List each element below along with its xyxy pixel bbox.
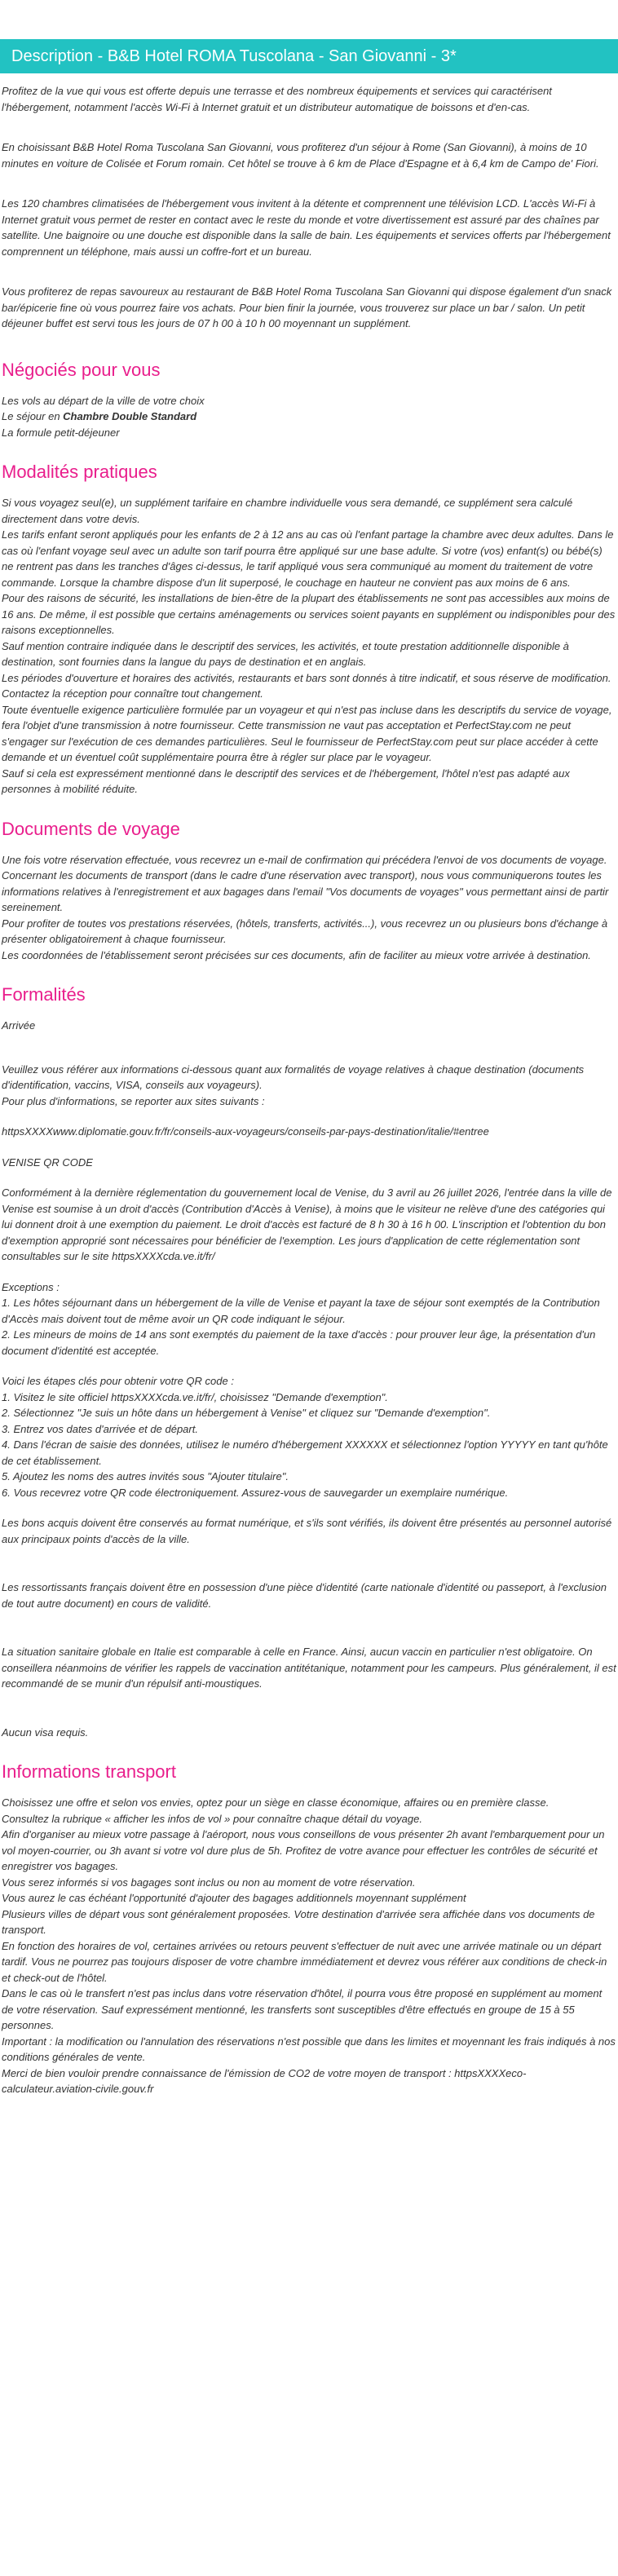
steps-line: 4. Dans l'écran de saisie des données, utilisez le numéro d'hébergement XXXXXX et sélectionnez l'option YYYYY en tant qu'hôte de cet établissement. (2, 1438, 608, 1467)
steps-line: 6. Vous recevrez votre QR code électroniquement. Assurez-vous de sauvegarder un exemplaire numérique. (2, 1486, 509, 1499)
description-paragraph: Les 120 chambres climatisées de l'hébergement vous invitent à la détente et comprennent une télévision LCD. L'accès Wi-Fi à Internet gratuit vous permet de rester en contact avec le reste du monde et votre divertissement est assuré par des chaînes par satellite. Une baignoire ou une douche est disponible dans la salle de bain. Les équipements et services offerts par l'hébergement comprennent un téléphone, mais aussi un coffre-fort et un bureau. (2, 197, 611, 258)
steps-line: 3. Entrez vos dates d'arrivée et de départ. (2, 1422, 198, 1435)
transport-heading: Informations transport (2, 1761, 176, 1782)
negocies-item: Les vols au départ de la ville de votre choix (2, 394, 205, 407)
exceptions-line: 2. Les mineurs de moins de 14 ans sont exemptés du paiement de la taxe d'accès : pour prouver leur âge, la présentation d'un document d'identité est acceptée. (2, 1328, 596, 1357)
documents-line: Une fois votre réservation effectuée, vous recevrez un e-mail de confirmation qui précédera l'envoi de vos documents de voyage. (2, 853, 607, 866)
page-title: Description - B&B Hotel ROMA Tuscolana - San Giovanni - 3* (0, 39, 618, 73)
modalites-line: Sauf mention contraire indiquée dans le descriptif des services, les activités, et toute prestation additionnelle disponible à destination, sont fournies dans la langue du pays de destination et en anglais. (2, 639, 569, 668)
exceptions-line: 1. Les hôtes séjournant dans un hébergement de la ville de Venise et payant la taxe de séjour sont exemptés de la Contribution d'Accès mais doivent tout de même avoir un QR code indiquant le séjour. (2, 1297, 600, 1325)
venise-text: Conformément à la dernière réglementation du gouvernement local de Venise, du 3 avril au 26 juillet 2026, l'entrée dans la ville de Venise est soumise à un droit d'accès (Contribution d'Accès à Venise), à moins que le visiteur ne relève d'une des catégories qui lui donnent droit à une exemption du paiement. Le droit d'accès est facturé de 8 h 30 à 16 h 00. L'inscription et l'obtention du bon d'exemption approprié sont nécessaires pour bénéficier de l'exemption. Les jours d'application de cette réglementation sont consultables sur le site httpsXXXXcda.ve.it/fr/ (2, 1186, 612, 1262)
negocies-item-prefix: Le séjour en (2, 410, 64, 422)
description-paragraph: Profitez de la vue qui vous est offerte depuis une terrasse et des nombreux équipements et services qui caractérisent l'hébergement, notamment l'accès Wi-Fi à Internet gratuit et un distributeur automatique de boissons et d'en-cas. (2, 85, 552, 113)
modalites-line: Les périodes d'ouverture et horaires des activités, restaurants et bars sont donnés à titre indicatif, et sous réserve de modification. Contactez la réception pour connaître tout changement. (2, 671, 611, 700)
description-paragraph: Vous profiterez de repas savoureux au restaurant de B&B Hotel Roma Tuscolana San Giovanni qui dispose également d'un snack bar/épicerie fine où vous pourrez faire vos achats. Pour bien finir la journée, vous trouverez sur place un bar / salon. Un petit déjeuner buffet est servi tous les jours de 07 h 00 à 10 h 00 moyennant un supplément. (2, 285, 612, 329)
documents-heading: Documents de voyage (2, 818, 180, 839)
transport-line: Plusieurs villes de départ vous sont généralement proposées. Votre destination d'arrivée sera affichée dans vos documents de transport. (2, 1907, 595, 1936)
sanitaire-text: La situation sanitaire globale en Italie est comparable à celle en France. Ainsi, aucun vaccin en particulier n'est obligatoire. On conseillera néanmoins de vérifier les rappels de vaccination antitétanique, notamment pour les campeurs. Plus généralement, il est recommandé de se munir d'un répulsif anti-moustiques. (2, 1646, 616, 1690)
modalites-list (2, 495, 616, 798)
modalites-line: Pour des raisons de sécurité, les installations de bien-être de la plupart des établissements ne sont pas accessibles aux moins de 16 ans. De même, il est possible que certains aménagements ou services soient payants en supplément ou indisponibles pour des raisons exceptionnelles. (2, 592, 616, 636)
visa-text: Aucun visa requis. (2, 1725, 89, 1739)
negocies-item (2, 409, 616, 425)
formalites-intro: Pour plus d'informations, se reporter aux sites suivants : (2, 1094, 265, 1107)
transport-line: En fonction des horaires de vol, certaines arrivées ou retours peuvent s'effectuer de nuit avec une arrivée matinale ou un départ tardif. Vous ne pourrez pas toujours disposer de votre chambre immédiatement et devrez vous référer aux conditions de check-in et check-out de l'hôtel. (2, 1939, 607, 1984)
formalites-heading: Formalités (2, 984, 86, 1005)
documents-line: Concernant les documents de transport (dans le cadre d'une réservation avec transport), nous vous communiquerons toutes les informations relatives à l'enregistrement et aux bagages dans l'email "Vos documents de voyages" vous permettant ainsi de partir sereinement. (2, 869, 609, 913)
transport-line: Vous aurez le cas échéant l'opportunité d'ajouter des bagages additionnels moyennant supplément (2, 1892, 466, 1904)
transport-line: Important : la modification ou l'annulation des réservations n'est possible que dans les limites et moyennant les frais indiqués à nos conditions générales de vente. (2, 2035, 616, 2063)
steps-line: 1. Visitez le site officiel httpsXXXXcda.ve.it/fr/, choisissez "Demande d'exemption". (2, 1390, 388, 1403)
transport-line: Vous serez informés si vos bagages sont inclus ou non au moment de votre réservation. (2, 1876, 416, 1889)
bons-text: Les bons acquis doivent être conservés au format numérique, et s'ils sont vérifiés, ils doivent être présentés au personnel autorisé aux principaux points d'accès de la ville. (2, 1517, 612, 1545)
transport-line: Choisissez une offre et selon vos envies, optez pour un siège en classe économique, affaires ou en première classe. (2, 1796, 550, 1809)
diplomatie-link[interactable]: httpsXXXXwww.diplomatie.gouv.fr/fr/conseils-aux-voyageurs/conseils-par-pays-destination/italie/#entree (2, 1125, 489, 1138)
steps-line: 5. Ajoutez les noms des autres invités sous "Ajouter titulaire". (2, 1470, 289, 1482)
transport-line: Consultez la rubrique « afficher les infos de vol » pour connaître chaque détail du voyage. (2, 1812, 422, 1825)
steps-line: Voici les étapes clés pour obtenir votre QR code : (2, 1375, 234, 1387)
transport-list (2, 1795, 616, 2097)
transport-line: Merci de bien vouloir prendre connaissance de l'émission de CO2 de votre moyen de transport : httpsXXXXeco-calculateur.aviation-civile.gouv.fr (2, 2066, 527, 2095)
description-paragraph: En choisissant B&B Hotel Roma Tuscolana San Giovanni, vous profiterez d'un séjour à Rome (San Giovanni), à moins de 10 minutes en voiture de Colisée et Forum romain. Cet hôtel se trouve à 6 km de Place d'Espagne et à 6,4 km de Campo de' Fiori. (2, 141, 599, 170)
description-section (0, 83, 618, 2097)
modalites-heading: Modalités pratiques (2, 462, 157, 482)
room-type: Chambre Double Standard (63, 410, 197, 422)
negocies-item: La formule petit-déjeuner (2, 426, 120, 439)
modalites-line: Si vous voyagez seul(e), un supplément tarifaire en chambre individuelle vous sera demandé, ce supplément sera calculé directement dans votre devis. (2, 497, 573, 525)
formalites-intro: Veuillez vous référer aux informations ci-dessous quant aux formalités de voyage relatives à chaque destination (documents d'identification, vaccins, VISA, conseils aux voyageurs). (2, 1063, 585, 1091)
arrivee-label: Arrivée (2, 1019, 36, 1032)
transport-line: Dans le cas où le transfert n'est pas inclus dans votre réservation d'hôtel, il pourra vous être proposé en supplément au moment de votre réservation. Sauf expressément mentionné, les transferts sont susceptibles d'être effectués en groupe de 15 à 55 personnes. (2, 1987, 603, 2031)
negocies-heading: Négociés pour vous (2, 359, 161, 380)
steps-line: 2. Sélectionnez "Je suis un hôte dans un hébergement à Venise" et cliquez sur "Demande d'exemption". (2, 1407, 491, 1419)
modalites-line: Les tarifs enfant seront appliqués pour les enfants de 2 à 12 ans au cas où l'enfant partage la chambre avec deux adultes. Dans le cas où l'enfant voyage seul avec un adulte son tarif pourra être appliqué sur une base adulte. Si votre (vos) enfant(s) ou bébé(s) ne rentrent pas dans les tranches d'âges ci-dessus, le tarif appliqué vous sera communiqué au moment du traitement de votre commande. Lorsque la chambre dispose d'un lit superposé, le couchage en hauteur ne convient pas aux moins de 6 ans. (2, 528, 614, 589)
transport-line: Afin d'organiser au mieux votre passage à l'aéroport, nous vous conseillons de vous présenter 2h avant l'embarquement pour un vol moyen-courrier, ou 3h avant si votre vol dure plus de 5h. Profitez de votre avance pour effectuer les contrôles de sécurité et enregistrer vos bagages. (2, 1828, 605, 1872)
exceptions-line: Exceptions : (2, 1280, 60, 1293)
documents-line: Les coordonnées de l'établissement seront précisées sur ces documents, afin de faciliter au mieux votre arrivée à destination. (2, 948, 591, 961)
ressortissants-text: Les ressortissants français doivent être en possession d'une pièce d'identité (carte nationale d'identité ou passeport, à l'exclusion de tout autre document) en cours de validité. (2, 1581, 607, 1610)
modalites-line: Toute éventuelle exigence particulière formulée par un voyageur et qui n'est pas incluse dans les descriptifs du service de voyage, fera l'objet d'une transmission à notre fournisseur. Cette transmission ne vaut pas acceptation et PerfectStay.com ne peut s'engager sur l'exécution de ces demandes particulières. Seul le fournisseur de PerfectStay.com peut sur place accéder à cette demande et un éventuel coût supplémentaire pourra être à régler sur place par le voyageur. (2, 703, 612, 763)
modalites-line: Sauf si cela est expressément mentionné dans le descriptif des services et de l'hébergement, l'hôtel n'est pas adapté aux personnes à mobilité réduite. (2, 767, 570, 795)
documents-list (2, 852, 616, 964)
formalites-content (2, 1018, 616, 1740)
venise-title: VENISE QR CODE (2, 1155, 93, 1169)
negocies-list (2, 393, 616, 441)
documents-line: Pour profiter de toutes vos prestations réservées, (hôtels, transferts, activités...), vous recevrez un ou plusieurs bons d'échange à présenter obligatoirement à chaque fournisseur. (2, 917, 608, 945)
